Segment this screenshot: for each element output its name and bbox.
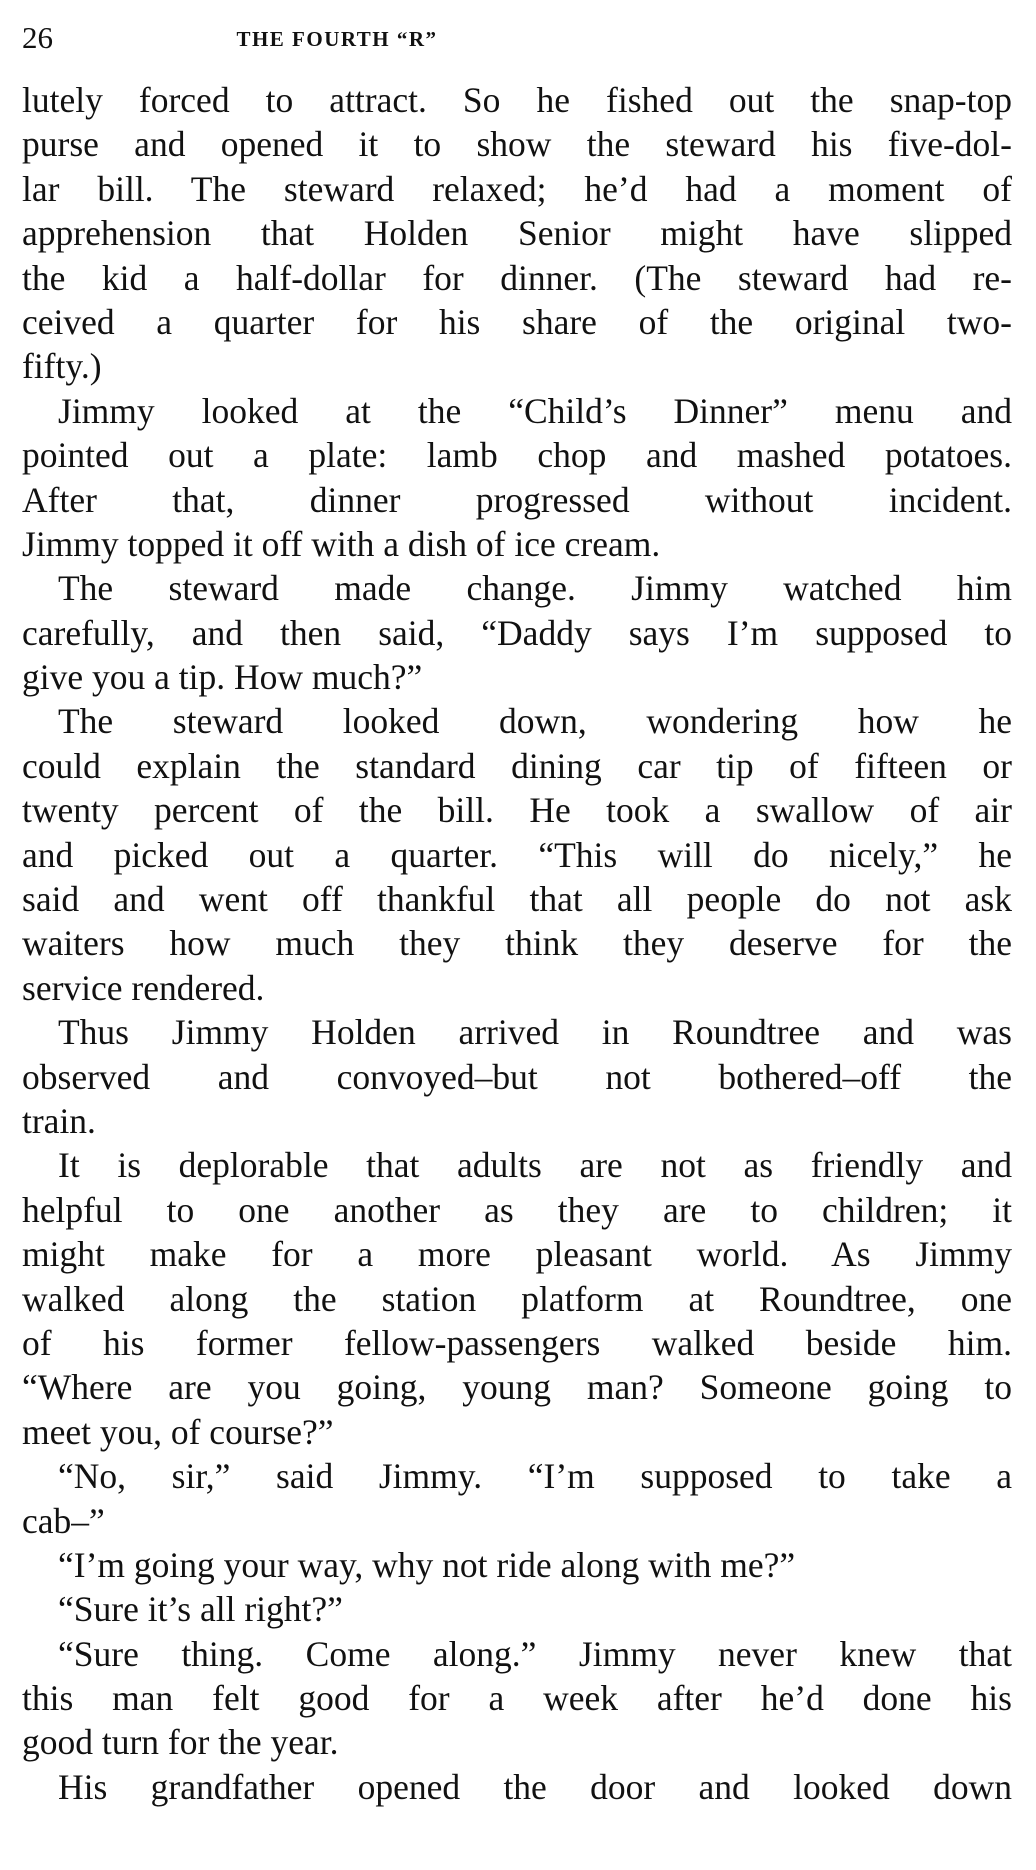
- text-line: lutely forced to attract. So he fished out the snap-top: [22, 80, 1012, 120]
- text-line: “Sure it’s all right?”: [58, 1589, 343, 1630]
- text-line: might make for a more pleasant world. As Jimmy: [22, 1234, 1012, 1275]
- text-line: observed and convoyed–but not bothered–off the: [22, 1056, 1012, 1097]
- text-line: “Where are you going, young man? Someone going to: [22, 1367, 1012, 1408]
- text-line: Jimmy topped it off with a dish of ice cream.: [22, 523, 661, 564]
- text-line: cab–”: [22, 1500, 105, 1541]
- text-line: of his former fellow-passengers walked beside him.: [22, 1322, 1012, 1363]
- text-line: carefully, and then said, “Daddy says I’m supposed to: [22, 612, 1012, 653]
- text-line: good turn for the year.: [22, 1722, 339, 1763]
- text-line: could explain the standard dining car tip of fifteen or: [22, 745, 1012, 786]
- text-line: His grandfather opened the door and looked down: [58, 1766, 1012, 1807]
- text-line: said and went off thankful that all people do not ask: [22, 879, 1012, 920]
- text-line: twenty percent of the bill. He took a swallow of air: [22, 790, 1012, 831]
- text-line: The steward looked down, wondering how he: [58, 701, 1012, 742]
- text-line: pointed out a plate: lamb chop and mashed potatoes.: [22, 435, 1012, 476]
- text-line: ceived a quarter for his share of the original two-: [22, 301, 1012, 342]
- text-line: service rendered.: [22, 967, 265, 1008]
- text-line: “I’m going your way, why not ride along with me?”: [58, 1544, 796, 1585]
- text-line: and picked out a quarter. “This will do nicely,” he: [22, 834, 1012, 875]
- page-number: 26: [22, 20, 53, 55]
- text-line: the kid a half-dollar for dinner. (The steward had re-: [22, 257, 1012, 298]
- text-line: meet you, of course?”: [22, 1411, 334, 1452]
- text-line: Jimmy looked at the “Child’s Dinner” menu and: [58, 390, 1012, 431]
- text-line: apprehension that Holden Senior might have slipped: [22, 213, 1012, 254]
- text-line: The steward made change. Jimmy watched him: [58, 568, 1012, 609]
- text-line: “Sure thing. Come along.” Jimmy never knew that: [58, 1633, 1012, 1674]
- text-line: After that, dinner progressed without incident.: [22, 479, 1012, 520]
- text-line: this man felt good for a week after he’d done his: [22, 1678, 1012, 1719]
- text-line: It is deplorable that adults are not as friendly and: [58, 1145, 1012, 1186]
- text-line: waiters how much they think they deserve for the: [22, 923, 1012, 964]
- page-header: [22, 18, 1012, 62]
- body-text: [22, 78, 1012, 1809]
- text-line: purse and opened it to show the steward his five-dol-: [22, 124, 1012, 165]
- text-line: train.: [22, 1100, 96, 1141]
- text-line: fifty.): [22, 346, 102, 387]
- text-line: lar bill. The steward relaxed; he’d had a moment of: [22, 168, 1012, 209]
- text-line: helpful to one another as they are to children; it: [22, 1189, 1012, 1230]
- running-title: THE FOURTH “R”: [236, 27, 438, 51]
- text-line: “No, sir,” said Jimmy. “I’m supposed to take a: [58, 1456, 1012, 1497]
- text-line: Thus Jimmy Holden arrived in Roundtree and was: [58, 1012, 1012, 1053]
- text-line: walked along the station platform at Roundtree, one: [22, 1278, 1012, 1319]
- text-line: give you a tip. How much?”: [22, 657, 423, 698]
